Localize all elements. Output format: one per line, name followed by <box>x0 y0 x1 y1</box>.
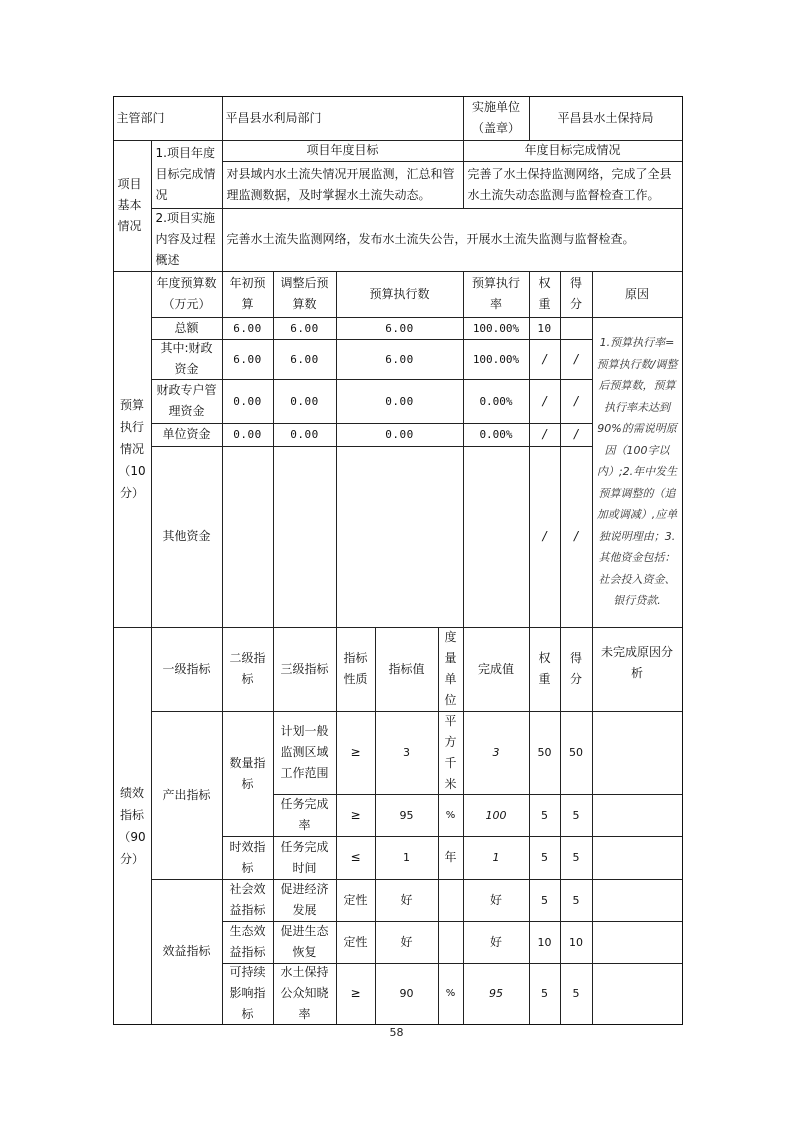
done-column-title: 年度目标完成情况 <box>463 140 683 162</box>
perf-row-weight: 5 <box>529 836 561 880</box>
budget-row-score: / <box>560 379 593 424</box>
perf-row-target: 90 <box>375 963 439 1025</box>
perf-row-nature: ≥ <box>336 711 376 795</box>
budget-row-weight: / <box>529 339 561 380</box>
perf-row-actual: 3 <box>463 711 530 795</box>
budget-row-rate: 0.00% <box>463 379 530 424</box>
budget-header-adjusted: 调整后预算数 <box>273 271 337 318</box>
perf-header-weight: 权重 <box>529 627 561 712</box>
perf-level2-timeliness: 时效指标 <box>222 836 274 880</box>
perf-row-weight: 10 <box>529 921 561 964</box>
budget-row-score: / <box>560 446 593 628</box>
impl-unit-label: 实施单位（盖章） <box>463 96 530 141</box>
perf-row-analysis[interactable] <box>592 879 683 922</box>
budget-row-item: 财政专户管理资金 <box>151 379 223 424</box>
performance-section-label: 绩效指标（90分） <box>113 627 152 1025</box>
budget-row-score: / <box>560 423 593 447</box>
perf-row-target: 好 <box>375 879 439 922</box>
perf-row-unit <box>438 921 464 964</box>
perf-row-level3: 水土保持公众知晓率 <box>273 963 337 1025</box>
perf-row-weight: 5 <box>529 794 561 837</box>
perf-row-unit: % <box>438 794 464 837</box>
perf-row-nature: ≤ <box>336 836 376 880</box>
goal-column-title: 项目年度目标 <box>222 140 464 162</box>
perf-header-score: 得分 <box>560 627 593 712</box>
page-number: 58 <box>389 1026 404 1039</box>
perf-row-weight: 5 <box>529 879 561 922</box>
perf-row-unit: 年 <box>438 836 464 880</box>
perf-level1-benefit: 效益指标 <box>151 879 223 1025</box>
budget-row-weight: / <box>529 379 561 424</box>
budget-header-item: 年度预算数（万元） <box>151 271 223 318</box>
perf-level2-quantity: 数量指标 <box>222 711 274 837</box>
content-text: 完善水土流失监测网络，发布水土流失公告，开展水土流失监测与监督检查。 <box>222 208 683 272</box>
budget-header-score: 得分 <box>560 271 593 318</box>
budget-header-initial: 年初预算 <box>222 271 274 318</box>
budget-row-weight: / <box>529 423 561 447</box>
perf-row-actual: 好 <box>463 879 530 922</box>
budget-header-executed: 预算执行数 <box>336 271 464 318</box>
budget-header-reason: 原因 <box>592 271 683 318</box>
perf-header-actual: 完成值 <box>463 627 530 712</box>
perf-row-level3: 促进经济发展 <box>273 879 337 922</box>
budget-row-score: / <box>560 339 593 380</box>
perf-header-nature: 指标性质 <box>336 627 376 712</box>
perf-header-analysis: 未完成原因分析 <box>592 627 683 712</box>
budget-reason-note: 1.预算执行率=预算执行数/调整后预算数，预算执行率未达到90%的需说明原因（100字以内）;2.年中发生预算调整的（追加或调减）,应单独说明理由；3.其他资金包括：社会投入资金、银行贷款. <box>592 317 683 628</box>
impl-unit-value: 平昌县水土保持局 <box>529 96 683 141</box>
perf-level2-sustainable: 可持续影响指标 <box>222 963 274 1025</box>
perf-header-target: 指标值 <box>375 627 439 712</box>
budget-row-adjusted: 0.00 <box>273 423 337 447</box>
budget-row-item: 单位资金 <box>151 423 223 447</box>
perf-row-level3: 任务完成率 <box>273 794 337 837</box>
budget-row-item: 总额 <box>151 317 223 340</box>
budget-row-rate: 0.00% <box>463 423 530 447</box>
budget-row-adjusted: 0.00 <box>273 379 337 424</box>
budget-row-rate <box>463 446 530 628</box>
budget-header-rate: 预算执行率 <box>463 271 530 318</box>
done-text: 完善了水土保持监测网络，完成了全县水土流失动态监测与监督检查工作。 <box>463 161 683 209</box>
budget-row-weight: / <box>529 446 561 628</box>
perf-row-actual: 100 <box>463 794 530 837</box>
budget-row-rate: 100.00% <box>463 339 530 380</box>
perf-row-nature: ≥ <box>336 963 376 1025</box>
perf-row-score: 5 <box>560 836 593 880</box>
dept-value: 平昌县水利局部门 <box>222 96 464 141</box>
perf-row-score: 5 <box>560 879 593 922</box>
budget-section-label: 预算执行情况（10分） <box>113 271 152 628</box>
perf-row-score: 10 <box>560 921 593 964</box>
perf-row-actual: 95 <box>463 963 530 1025</box>
budget-row-adjusted: 6.00 <box>273 339 337 380</box>
budget-row-initial: 0.00 <box>222 423 274 447</box>
perf-row-nature: 定性 <box>336 879 376 922</box>
perf-row-actual: 好 <box>463 921 530 964</box>
budget-row-initial: 0.00 <box>222 379 274 424</box>
perf-level2-ecological: 生态效益指标 <box>222 921 274 964</box>
perf-row-weight: 50 <box>529 711 561 795</box>
budget-row-adjusted <box>273 446 337 628</box>
perf-header-unit: 度量单位 <box>438 627 464 712</box>
perf-row-unit <box>438 879 464 922</box>
budget-header-weight: 权重 <box>529 271 561 318</box>
budget-row-score <box>560 317 593 340</box>
perf-row-analysis[interactable] <box>592 963 683 1025</box>
perf-row-nature: ≥ <box>336 794 376 837</box>
budget-row-item: 其他资金 <box>151 446 223 628</box>
budget-row-executed: 0.00 <box>336 379 464 424</box>
budget-row-item: 其中:财政资金 <box>151 339 223 380</box>
perf-row-nature: 定性 <box>336 921 376 964</box>
perf-level2-social: 社会效益指标 <box>222 879 274 922</box>
perf-row-weight: 5 <box>529 963 561 1025</box>
budget-row-rate: 100.00% <box>463 317 530 340</box>
perf-header-level3: 三级指标 <box>273 627 337 712</box>
perf-row-level3: 计划一般监测区域工作范围 <box>273 711 337 795</box>
perf-row-analysis[interactable] <box>592 794 683 837</box>
perf-row-target: 3 <box>375 711 439 795</box>
budget-row-weight: 10 <box>529 317 561 340</box>
perf-row-unit: 平方千米 <box>438 711 464 795</box>
perf-row-score: 50 <box>560 711 593 795</box>
budget-row-initial <box>222 446 274 628</box>
perf-level1-output: 产出指标 <box>151 711 223 880</box>
goal-label: 1.项目年度目标完成情况 <box>151 140 223 209</box>
perf-header-level2: 二级指标 <box>222 627 274 712</box>
perf-row-target: 好 <box>375 921 439 964</box>
perf-row-actual: 1 <box>463 836 530 880</box>
budget-row-executed: 6.00 <box>336 317 464 340</box>
budget-row-executed: 6.00 <box>336 339 464 380</box>
perf-row-level3: 促进生态恢复 <box>273 921 337 964</box>
perf-row-analysis[interactable] <box>592 836 683 880</box>
perf-header-level1: 一级指标 <box>151 627 223 712</box>
budget-row-executed <box>336 446 464 628</box>
budget-row-initial: 6.00 <box>222 317 274 340</box>
perf-row-score: 5 <box>560 794 593 837</box>
dept-label: 主管部门 <box>113 96 223 141</box>
perf-row-unit: % <box>438 963 464 1025</box>
perf-row-target: 95 <box>375 794 439 837</box>
perf-row-level3: 任务完成时间 <box>273 836 337 880</box>
goal-text: 对县域内水土流失情况开展监测，汇总和管理监测数据，及时掌握水土流失动态。 <box>222 161 464 209</box>
budget-row-initial: 6.00 <box>222 339 274 380</box>
perf-row-target: 1 <box>375 836 439 880</box>
perf-row-analysis[interactable] <box>592 711 683 795</box>
content-label: 2.项目实施内容及过程概述 <box>151 208 223 272</box>
perf-row-analysis[interactable] <box>592 921 683 964</box>
budget-row-adjusted: 6.00 <box>273 317 337 340</box>
perf-row-score: 5 <box>560 963 593 1025</box>
budget-row-executed: 0.00 <box>336 423 464 447</box>
basic-section-label: 项目基本情况 <box>113 140 152 272</box>
